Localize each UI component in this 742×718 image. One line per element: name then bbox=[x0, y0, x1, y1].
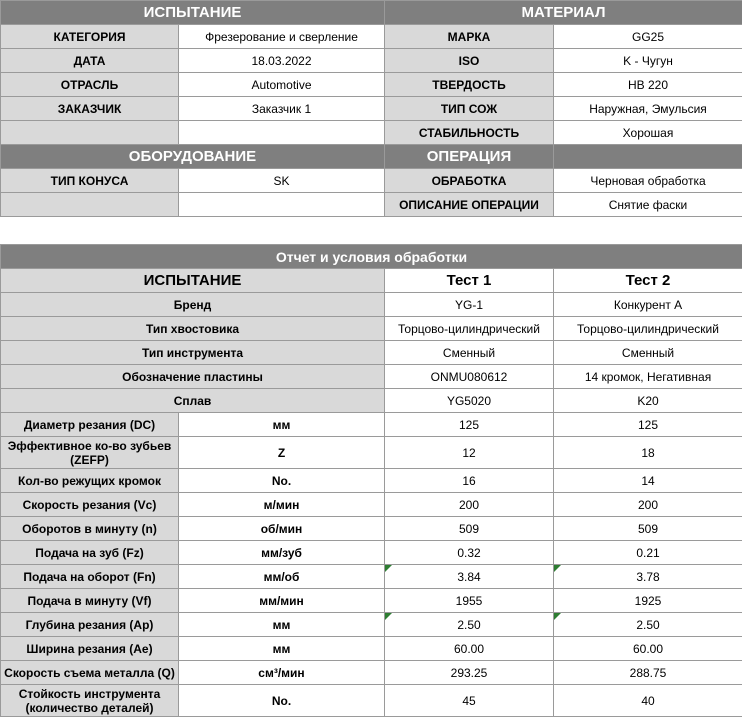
param-test1: 509 bbox=[385, 517, 554, 541]
param-test1: 1955 bbox=[385, 589, 554, 613]
hardness-label: ТВЕРДОСТЬ bbox=[385, 73, 554, 97]
tool-type-test2: Сменный bbox=[554, 341, 742, 365]
empty-label bbox=[1, 193, 179, 217]
table-row bbox=[1, 365, 742, 389]
table-row bbox=[1, 517, 742, 541]
param-test1: 125 bbox=[385, 413, 554, 437]
empty-label bbox=[1, 121, 179, 145]
alloy-label: Сплав bbox=[1, 389, 385, 413]
table-row bbox=[1, 541, 742, 565]
equipment-section-header: ОБОРУДОВАНИЕ bbox=[1, 145, 385, 169]
table-row bbox=[1, 293, 742, 317]
param-label: Скорость съема металла (Q) bbox=[1, 661, 179, 685]
param-unit: No. bbox=[179, 685, 385, 717]
taper-type-label: ТИП КОНУСА bbox=[1, 169, 179, 193]
param-unit: мм bbox=[179, 413, 385, 437]
category-label: КАТЕГОРИЯ bbox=[1, 25, 179, 49]
info-row bbox=[1, 193, 742, 217]
test1-header: Тест 1 bbox=[385, 269, 554, 293]
info-row bbox=[1, 49, 742, 73]
param-unit: мм bbox=[179, 613, 385, 637]
category-value: Фрезерование и сверление bbox=[179, 25, 385, 49]
param-test2: 3.78 bbox=[554, 565, 742, 589]
param-label: Эффективное ко-во зубьев (ZEFP) bbox=[1, 437, 179, 469]
param-test1: 12 bbox=[385, 437, 554, 469]
param-test2: 60.00 bbox=[554, 637, 742, 661]
param-test2: 18 bbox=[554, 437, 742, 469]
stability-label: СТАБИЛЬНОСТЬ bbox=[385, 121, 554, 145]
insert-designation-test1: ONMU080612 bbox=[385, 365, 554, 389]
param-label: Оборотов в минуту (n) bbox=[1, 517, 179, 541]
param-label: Глубина резания (Ap) bbox=[1, 613, 179, 637]
param-label: Подача на оборот (Fn) bbox=[1, 565, 179, 589]
info-row bbox=[1, 97, 742, 121]
insert-designation-label: Обозначение пластины bbox=[1, 365, 385, 389]
date-label: ДАТА bbox=[1, 49, 179, 73]
table-row bbox=[1, 685, 742, 717]
shank-type-test1: Торцово-цилиндрический bbox=[385, 317, 554, 341]
info-row bbox=[1, 73, 742, 97]
param-test2: 288.75 bbox=[554, 661, 742, 685]
param-test2: 14 bbox=[554, 469, 742, 493]
date-value: 18.03.2022 bbox=[179, 49, 385, 73]
param-unit: Z bbox=[179, 437, 385, 469]
table-row bbox=[1, 613, 742, 637]
param-test1: 16 bbox=[385, 469, 554, 493]
param-unit: мм/мин bbox=[179, 589, 385, 613]
param-test2: 0.21 bbox=[554, 541, 742, 565]
table-row bbox=[1, 389, 742, 413]
iso-value: K - Чугун bbox=[554, 49, 742, 73]
table-row bbox=[1, 317, 742, 341]
brand-test1: YG-1 bbox=[385, 293, 554, 317]
iso-label: ISO bbox=[385, 49, 554, 73]
brand-test2: Конкурент А bbox=[554, 293, 742, 317]
hardness-value: HB 220 bbox=[554, 73, 742, 97]
customer-label: ЗАКАЗЧИК bbox=[1, 97, 179, 121]
param-unit: мм/зуб bbox=[179, 541, 385, 565]
param-test1: 45 bbox=[385, 685, 554, 717]
taper-type-value: SK bbox=[179, 169, 385, 193]
param-label: Кол-во режущих кромок bbox=[1, 469, 179, 493]
grade-label: МАРКА bbox=[385, 25, 554, 49]
param-test1: 60.00 bbox=[385, 637, 554, 661]
param-unit: м/мин bbox=[179, 493, 385, 517]
table-row bbox=[1, 589, 742, 613]
operation-description-label: ОПИСАНИЕ ОПЕРАЦИИ bbox=[385, 193, 554, 217]
param-label: Подача в минуту (Vf) bbox=[1, 589, 179, 613]
operation-section-header: ОПЕРАЦИЯ bbox=[385, 145, 554, 169]
param-test2: 40 bbox=[554, 685, 742, 717]
info-row bbox=[1, 121, 742, 145]
coolant-label: ТИП СОЖ bbox=[385, 97, 554, 121]
tool-type-test1: Сменный bbox=[385, 341, 554, 365]
param-label: Стойкость инструмента (количество деталей) bbox=[1, 685, 179, 717]
param-unit: мм bbox=[179, 637, 385, 661]
param-label: Скорость резания (Vc) bbox=[1, 493, 179, 517]
insert-designation-test2: 14 кромок, Негативная bbox=[554, 365, 742, 389]
tool-type-label: Тип инструмента bbox=[1, 341, 385, 365]
param-test1: 0.32 bbox=[385, 541, 554, 565]
test-section-header: ИСПЫТАНИЕ bbox=[1, 1, 385, 25]
brand-label: Бренд bbox=[1, 293, 385, 317]
param-test1: 293.25 bbox=[385, 661, 554, 685]
table-row bbox=[1, 341, 742, 365]
report-test-label: ИСПЫТАНИЕ bbox=[1, 269, 385, 293]
empty-value bbox=[179, 193, 385, 217]
machining-label: ОБРАБОТКА bbox=[385, 169, 554, 193]
param-unit: см³/мин bbox=[179, 661, 385, 685]
operation-description-value: Снятие фаски bbox=[554, 193, 742, 217]
param-test2: 200 bbox=[554, 493, 742, 517]
machining-value: Черновая обработка bbox=[554, 169, 742, 193]
table-row bbox=[1, 493, 742, 517]
param-unit: No. bbox=[179, 469, 385, 493]
alloy-test2: K20 bbox=[554, 389, 742, 413]
grade-value: GG25 bbox=[554, 25, 742, 49]
param-label: Ширина резания (Ae) bbox=[1, 637, 179, 661]
table-row bbox=[1, 637, 742, 661]
info-row bbox=[1, 25, 742, 49]
param-label: Диаметр резания (DC) bbox=[1, 413, 179, 437]
info-row bbox=[1, 169, 742, 193]
customer-value: Заказчик 1 bbox=[179, 97, 385, 121]
param-test2: 509 bbox=[554, 517, 742, 541]
param-test1: 3.84 bbox=[385, 565, 554, 589]
param-unit: об/мин bbox=[179, 517, 385, 541]
param-test2: 1925 bbox=[554, 589, 742, 613]
industry-value: Automotive bbox=[179, 73, 385, 97]
param-test2: 2.50 bbox=[554, 613, 742, 637]
param-test2: 125 bbox=[554, 413, 742, 437]
table-row bbox=[1, 437, 742, 469]
shank-type-label: Тип хвостовика bbox=[1, 317, 385, 341]
report-section-header: Отчет и условия обработки bbox=[1, 245, 742, 269]
param-label: Подача на зуб (Fz) bbox=[1, 541, 179, 565]
table-row bbox=[1, 661, 742, 685]
test2-header: Тест 2 bbox=[554, 269, 742, 293]
stability-value: Хорошая bbox=[554, 121, 742, 145]
table-row bbox=[1, 413, 742, 437]
coolant-value: Наружная, Эмульсия bbox=[554, 97, 742, 121]
industry-label: ОТРАСЛЬ bbox=[1, 73, 179, 97]
alloy-test1: YG5020 bbox=[385, 389, 554, 413]
empty-value bbox=[179, 121, 385, 145]
table-row bbox=[1, 565, 742, 589]
param-test1: 2.50 bbox=[385, 613, 554, 637]
param-unit: мм/об bbox=[179, 565, 385, 589]
operation-header-blank bbox=[554, 145, 742, 169]
spacer-row bbox=[1, 217, 742, 245]
shank-type-test2: Торцово-цилиндрический bbox=[554, 317, 742, 341]
material-section-header: МАТЕРИАЛ bbox=[385, 1, 742, 25]
table-row bbox=[1, 469, 742, 493]
param-test1: 200 bbox=[385, 493, 554, 517]
